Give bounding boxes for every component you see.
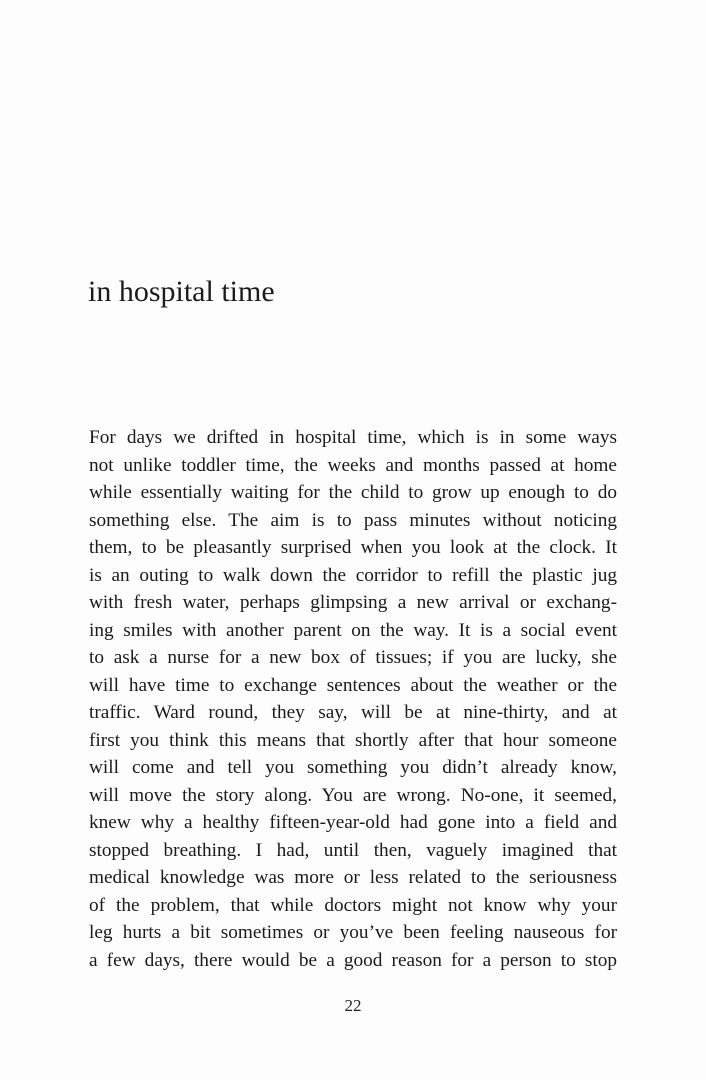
text-line: something else. The aim is to pass minutes without noticing [89,509,617,531]
text-line: to ask a nurse for a new box of tissues; if you are lucky, she [89,647,617,668]
body-paragraph [89,424,617,974]
text-line: a few days, there would be a good reason for a person to stop [89,949,617,971]
text-line: knew why a healthy fifteen-year-old had gone into a field and [89,812,617,833]
text-line: will have time to exchange sentences about the weather or the [89,674,617,696]
text-line: traffic. Ward round, they say, will be at nine-thirty, and at [89,702,617,723]
text-line: stopped breathing. I had, until then, vaguely imagined that [89,839,617,861]
text-line: not unlike toddler time, the weeks and months passed at home [89,454,617,476]
text-line: leg hurts a bit sometimes or you’ve been feeling nauseous for [89,922,617,943]
chapter-title: in hospital time [88,275,275,308]
text-line: them, to be pleasantly surprised when you look at the clock. It [89,537,617,558]
text-line: medical knowledge was more or less related to the seriousness [89,867,617,888]
text-line: is an outing to walk down the corridor to refill the plastic jug [89,564,617,586]
text-line: will come and tell you something you didn’t already know, [89,757,617,778]
text-line: will move the story along. You are wrong. No-one, it seemed, [89,784,617,806]
text-line: with fresh water, perhaps glimpsing a new arrival or exchang- [89,592,617,613]
text-line: first you think this means that shortly after that hour someone [89,729,617,751]
page-number: 22 [344,996,362,1015]
text-line: ing smiles with another parent on the way. It is a social event [89,619,617,641]
text-line: of the problem, that while doctors might not know why your [89,894,617,916]
text-line: while essentially waiting for the child to grow up enough to do [89,482,617,503]
text-line: For days we drifted in hospital time, which is in some ways [89,427,617,448]
